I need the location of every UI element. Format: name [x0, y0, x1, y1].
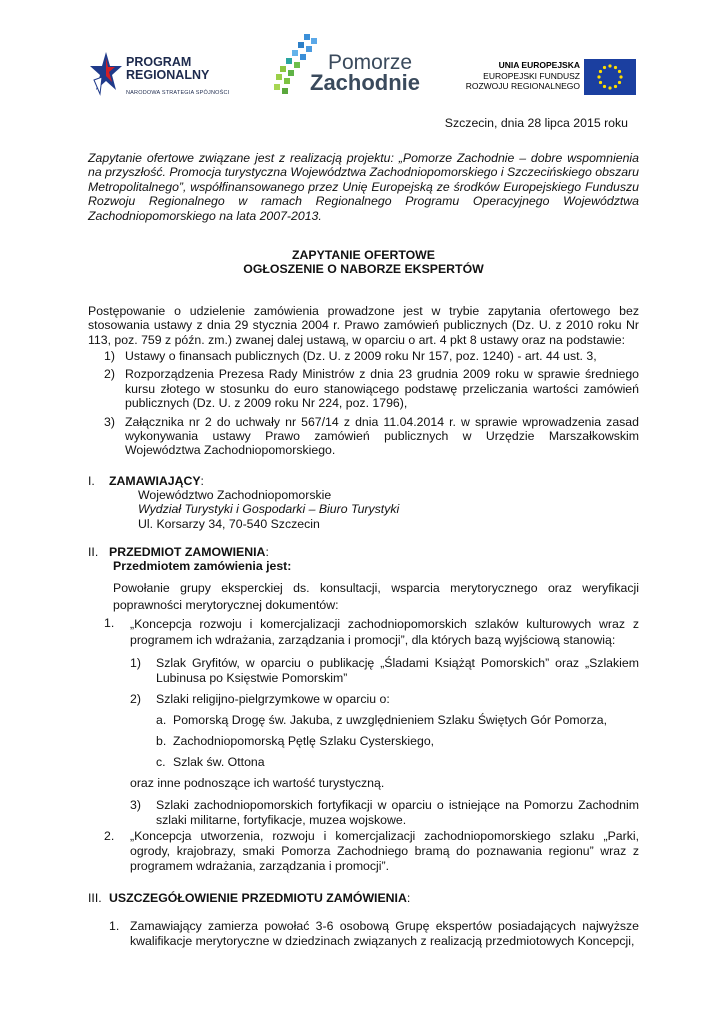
section2-letter-a-number: a. [156, 713, 167, 727]
basis-list [104, 349, 639, 458]
title-line2: OGŁOSZENIE O NABORZE EKSPERTÓW [243, 262, 484, 277]
section2-heading [109, 545, 269, 559]
section2-item2-number: 2. [104, 829, 115, 843]
ordering-party-address: Ul. Korsarzy 34, 70-540 Szczecin [138, 516, 320, 531]
section2-number: II. [88, 545, 99, 559]
pomorze-text: Pomorze [328, 51, 413, 74]
section2-title: PRZEDMIOT ZAMOWIENIA [109, 545, 266, 559]
ordering-party [138, 488, 399, 531]
procedure-paragraph: Postępowanie o udzielenie zamówienia prowadzone jest w trybie zapytania ofertowego bez stosowania ustawy z dnia 29 stycznia 2004 r. Prawo zamówień publicznych (Dz. U. z 2010 roku Nr 113, poz. 759 z późn. zm.) zwanej dalej ustawą, w oparciu o art. 4 pkt 8 ustawy oraz na podstawie: [88, 304, 639, 347]
eu-line1: UNIA EUROPEJSKA [498, 60, 580, 70]
program-regionalny-subtitle: NARODOWA STRATEGIA SPÓJNOŚCI [126, 90, 230, 96]
list-item-text: Ustawy o finansach publicznych (Dz. U. z 2009 roku Nr 157, poz. 1240) - art. 44 ust. 3, [125, 349, 597, 363]
section2-colon: : [265, 545, 269, 559]
section2-letter-a-text: Pomorską Drogę św. Jakuba, z uwzględnieniem Szlaku Świętych Gór Pomorza, [173, 713, 607, 727]
section3-colon: : [406, 891, 411, 905]
list-item [104, 415, 639, 458]
section2-description: Powołanie grupy eksperckiej ds. konsultacji, wsparcia merytorycznego oraz weryfikacji poprawności merytorycznej dokumentów: [113, 581, 639, 612]
section1-colon: : [200, 474, 204, 488]
section2-sub3-number: 3) [130, 798, 141, 812]
section3-number: III. [88, 891, 102, 905]
list-item-text: Rozporządzenia Prezesa Rady Ministrów z dnia 23 grudnia 2009 roku w sprawie średniego kursu złotego w stosunku do euro stanowiącego podstawę przeliczania wartości zamówień publicznych (Dz. U. z 2009 roku Nr 224, poz. 1796), [125, 367, 639, 411]
section1-heading [109, 474, 204, 488]
section2-sub1-text: Szlak Gryfitów, w oparciu o publikację „Śladami Książąt Pomorskich” oraz „Szlakiem Lubinusa po Księstwie Pomorskim” [156, 656, 639, 685]
section2-other-text: oraz inne podnoszące ich wartość turystyczną. [130, 776, 385, 790]
list-item-number: 2) [104, 367, 115, 382]
section2-sub2-number: 2) [130, 692, 141, 706]
program-regionalny-logo [88, 50, 238, 100]
section1-number: I. [88, 474, 95, 488]
pomorze-zachodnie-logo [270, 30, 420, 100]
section3-title: USZCZEGÓŁOWIENIE PRZEDMIOTU ZAMÓWIENIA [109, 891, 407, 905]
section3-item1-text: Zamawiający zamierza powołać 3-6 osobową Grupę ekspertów posiadających najwyższe kwalifikacje merytoryczne w dziedzinach związanych z realizacją przedmiotowych Koncepcji, [130, 919, 639, 948]
eu-line2: EUROPEJSKI FUNDUSZ [483, 71, 580, 81]
section2-letter-b-number: b. [156, 734, 167, 748]
program-regionalny-star-icon [88, 50, 124, 98]
eu-logo [465, 56, 640, 96]
section2-sub1-number: 1) [130, 656, 141, 670]
title-line1: ZAPYTANIE OFERTOWE [291, 248, 435, 262]
section2-letter-c-number: c. [156, 755, 166, 769]
section2-letter-b-text: Zachodniopomorską Pętlę Szlaku Cysterskiego, [173, 734, 435, 748]
section2-item1-number: 1. [104, 616, 115, 630]
ordering-party-name: Województwo Zachodniopomorskie [138, 488, 332, 502]
list-item [104, 367, 639, 410]
list-item-text: Załącznika nr 2 do uchwały nr 567/14 z dnia 11.04.2014 r. w sprawie wprowadzenia zasad wykonywania ustawy Prawo zamówień publicznych w Urzędzie Marszałkowskim Województwa Zachodniopomorskiego. [125, 414, 639, 458]
section2-sub3-text: Szlaki zachodniopomorskich fortyfikacji w oparciu o istniejące na Pomorzu Zachodnim szlaki militarne, fortyfikacje, muzea wojskowe. [156, 798, 639, 827]
list-item [104, 349, 639, 363]
document-title [88, 248, 639, 277]
list-item-number: 1) [104, 349, 115, 363]
section3-item1-number: 1. [109, 919, 120, 933]
section2-sub2-text: Szlaki religijno-pielgrzymkowe w oparciu o: [156, 692, 390, 706]
eu-line3: ROZWOJU REGIONALNEGO [465, 81, 580, 91]
eu-flag-icon [584, 59, 636, 95]
ordering-party-department: Wydział Turystyki i Gospodarki – Biuro Turystyki [138, 502, 400, 517]
section2-item2-text: „Koncepcja utworzenia, rozwoju i komercjalizacji zachodniopomorskiego szlaku „Parki, ogrody, krajobrazy, smaki Pomorza Zachodniego bramą do poznawania regionu” wraz z programem wdrażania, zarządzania i promocji”. [130, 829, 639, 873]
section1-title: ZAMAWIAJĄCY [109, 474, 201, 488]
document-date: Szczecin, dnia 28 lipca 2015 roku [444, 116, 628, 130]
program-regionalny-title: PROGRAM REGIONALNY [126, 55, 210, 82]
section3-heading [109, 891, 410, 905]
section2-letter-c-text: Szlak św. Ottona [173, 755, 265, 769]
list-item-number: 3) [104, 414, 115, 429]
zachodnie-text: Zachodnie [310, 70, 421, 95]
section2-subtitle: Przedmiotem zamówienia jest: [113, 559, 292, 573]
section2-item1-text: „Koncepcja rozwoju i komercjalizacji zachodniopomorskich szlaków kulturowych wraz z programem ich wdrażania, zarządzania i promocji”, dla których bazą wyjściową stanowią: [130, 617, 639, 647]
intro-paragraph: Zapytanie ofertowe związane jest z realizacją projektu: „Pomorze Zachodnie – dobre wspomnienia na przyszłość. Promocja turystyczna Województwa Zachodniopomorskiego i Szczecińskiego obszaru Metropolitalnego”, współfinansowanego przez Unię Europejską ze środków Europejskiego Funduszu Rozwoju Regionalnego w ramach Regionalnego Programu Operacyjnego Województwa Zachodniopomorskiego na lata 2007-2013. [88, 151, 639, 223]
